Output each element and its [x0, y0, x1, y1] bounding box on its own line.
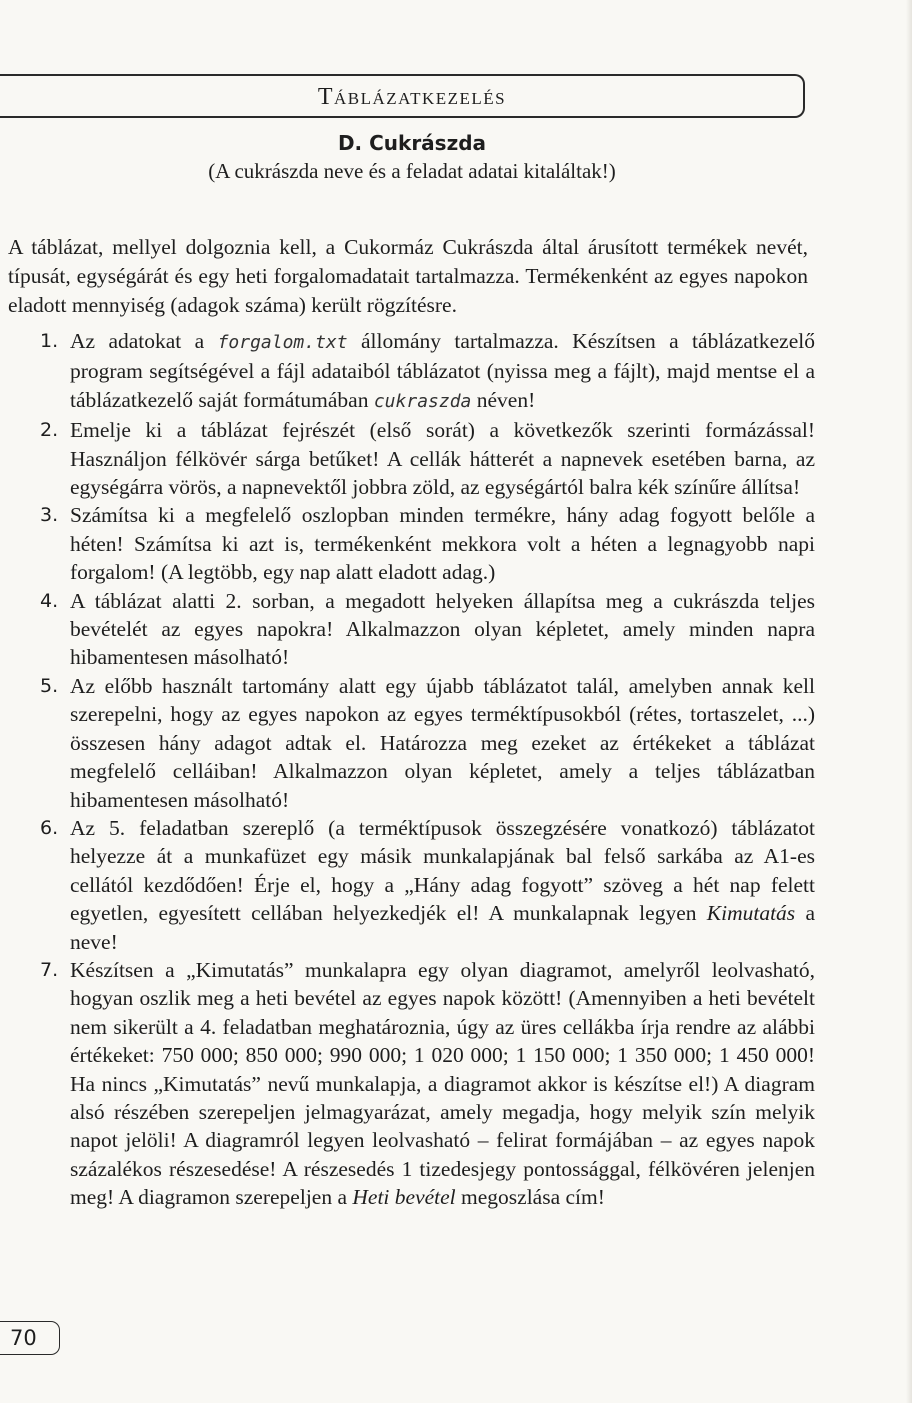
task-number: 5. [40, 674, 59, 697]
task-text: állomány tartalmazza. Készítsen a táblázatkezelő program segítségével a fájl adataiból táblázatot (nyissa meg a fájlt), majd mentse el a táblázatkezelő saját formátumában [70, 329, 815, 412]
task-number: 7. [40, 958, 59, 981]
sheet-name: Kimutatás [706, 901, 796, 926]
task-item-5 [0, 672, 815, 814]
task-number: 3. [40, 504, 59, 527]
task-item-4 [0, 587, 815, 672]
task-item-7 [0, 956, 815, 1212]
task-text: A táblázat alatti 2. sorban, a megadott helyeken állapítsa meg a cukrászda teljes bevételét az egyes napokra! Alkalmazzon olyan képletet, amely minden napra hibamentesen másolható! [70, 588, 815, 670]
task-item-2 [0, 416, 815, 501]
task-text: Az adatokat a [70, 329, 218, 353]
task-note: (A cukrászda neve és a feladat adatai kitaláltak!) [208, 159, 616, 183]
task-number: 4. [40, 589, 59, 612]
task-text: a neve! [70, 901, 815, 954]
task-number: 1. [40, 330, 59, 352]
intro-paragraph: A táblázat, mellyel dolgoznia kell, a Cukormáz Cukrászda által árusított termékek nevét, típusát, egységárát és egy heti forgalomadatait tartalmazza. Termékenként az egyes napokon eladott mennyiség (adagok száma) került rögzítésre. [8, 234, 808, 317]
task-list [0, 327, 815, 1212]
task-text: Az előbb használt tartomány alatt egy újabb táblázatot talál, amelyben annak kell szerepelni, hogy az egyes napokon az egyes terméktípusokból (rétes, tortaszelet, ...) összesen hány adagot adtak el. Határozza meg ezeket az értékeket a táblázat megfelelő celláiban! Alkalmazzon olyan képletet, amely a teljes táblázatban hibamentesen másolható! [70, 673, 815, 812]
task-text: Számítsa ki a megfelelő oszlopban minden termékre, hány adag fogyott belőle a héten! Számítsa ki azt is, termékenként mekkora volt a héten a legnagyobb napi forgalom! (A legtöbb, egy nap alatt eladott adag.) [70, 503, 815, 585]
task-item-6 [0, 814, 815, 956]
task-number: 6. [40, 816, 59, 839]
workbook-name: cukraszda [373, 390, 472, 412]
task-title: D. Cukrászda [337, 131, 487, 155]
task-text: Emelje ki a táblázat fejrészét (első sorát) a következők szerinti formázással! Használjon félkövér sárga betűket! A cellák hátterét a napnevek esetében barna, az egységárra vörös, a napnevektől jobbra zöld, az egységártól balra kék színűre állítsa! [70, 418, 815, 500]
task-text: megoszlása cím! [455, 1185, 605, 1210]
file-name: forgalom.txt [217, 332, 348, 353]
task-number: 2. [40, 419, 59, 442]
task-text: Az 5. feladatban szereplő (a terméktípusok összegzésére vonatkozó) táblázatot helyezze át a munkafüzet egy másik munkalapjának bal felső sarkába az A1-es cellától kezdődően! Érje el, hogy a „Hány adag fogyott” szöveg a hét nap felett egyetlen, egyesített cellában helyezkedjék el! A munkalapnak legyen [70, 815, 815, 926]
page-number: 70 [10, 1326, 37, 1350]
task-item-1 [0, 327, 815, 416]
scan-edge [906, 0, 912, 1403]
section-title: Táblázatkezelés [317, 84, 507, 110]
task-text: néven! [471, 387, 536, 412]
task-item-3 [0, 501, 815, 586]
chart-title-term: Heti bevétel [352, 1185, 456, 1210]
task-text: Készítsen a „Kimutatás” munkalapra egy olyan diagramot, amelyről leolvasható, hogyan oszlik meg a heti bevétel az egyes napok között! (Amennyiben a heti bevételt nem sikerült a 4. feladatban meghatároznia, úgy az üres cellákba írja rendre az alábbi értékeket: 750 000; 850 000; 990 000; 1 020 000; 1 150 000; 1 350 000; 1 450 000! Ha nincs „Kimutatás” nevű munkalapja, a diagramot akkor is készítse el!) A diagram alsó részében szerepeljen jelmagyarázat, amely megadja, hogy melyik szín melyik napot jelöli! A diagramról legyen leolvasható – felirat formájában – az egyes napok százalékos részesedése! A részesedés 1 tizedesjegy pontossággal, félkövéren jelenjen meg! A diagramon szerepeljen a [70, 957, 815, 1210]
